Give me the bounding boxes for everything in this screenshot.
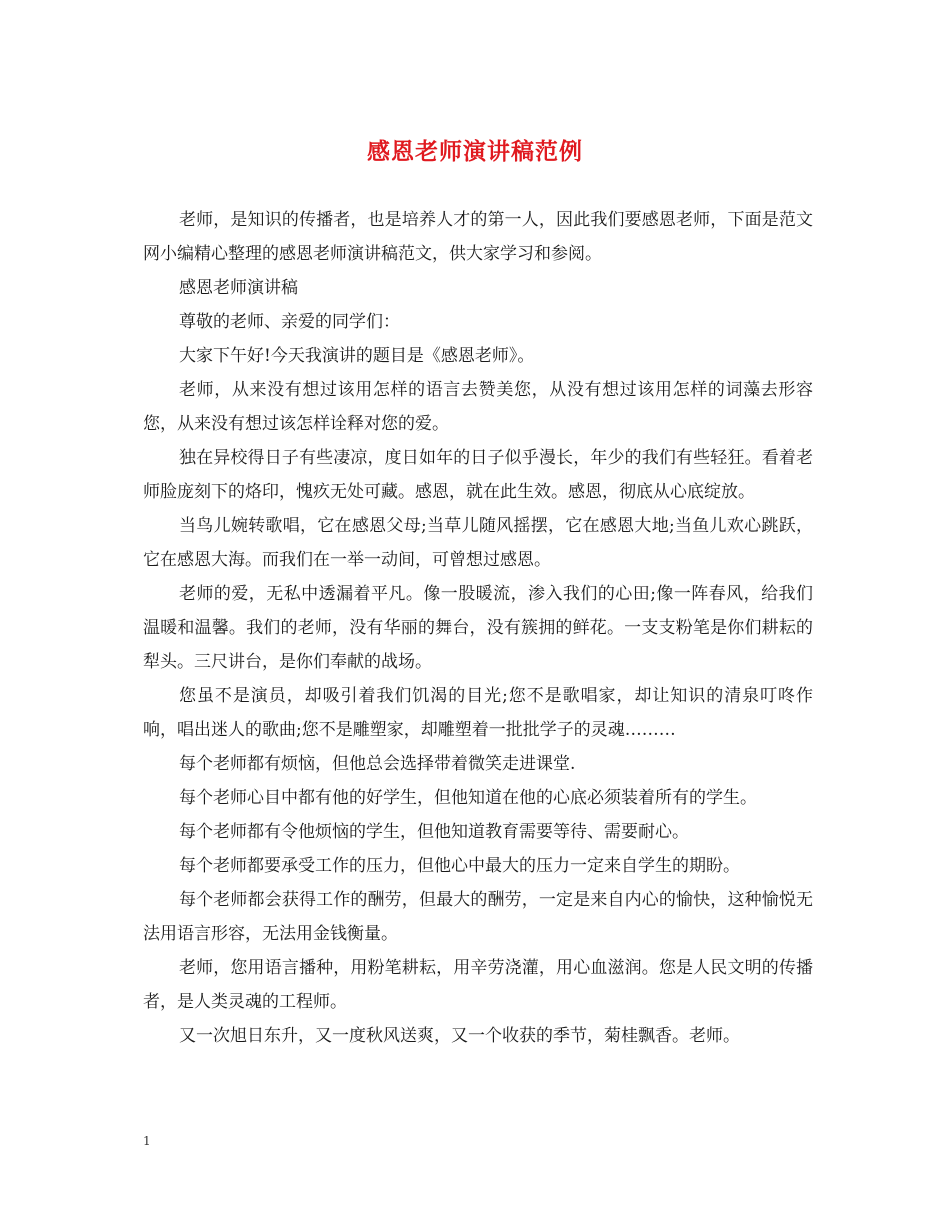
document-body [143,203,813,1053]
paragraph: 老师的爱，无私中透漏着平凡。像一股暖流，渗入我们的心田;像一阵春风，给我们温暖和温馨。我们的老师，没有华丽的舞台，没有簇拥的鲜花。一支支粉笔是你们耕耘的犁头。三尺讲台，是你们奉献的战场。 [143,584,813,672]
paragraph: 每个老师都会获得工作的酬劳，但最大的酬劳，一定是来自内心的愉快，这种愉悦无法用语言形容，无法用金钱衡量。 [143,890,813,944]
paragraph: 独在异校得日子有些凄凉，度日如年的日子似乎漫长，年少的我们有些轻狂。看着老师脸庞刻下的烙印，愧疚无处可藏。感恩，就在此生效。感恩，彻底从心底绽放。 [143,448,813,502]
paragraph: 当鸟儿婉转歌唱，它在感恩父母;当草儿随风摇摆，它在感恩大地;当鱼儿欢心跳跃，它在感恩大海。而我们在一举一动间，可曾想过感恩。 [143,516,813,570]
paragraph: 每个老师心目中都有他的好学生，但他知道在他的心底必须装着所有的学生。 [179,788,757,808]
paragraph: 又一次旭日东升，又一度秋风送爽，又一个收获的季节，菊桂飘香。老师。 [179,1026,740,1046]
paragraph-greeting: 大家下午好!今天我演讲的题目是《感恩老师》。 [179,346,535,366]
document-title: 感恩老师演讲稿范例 [367,138,583,165]
paragraph: 每个老师都要承受工作的压力，但他心中最大的压力一定来自学生的期盼。 [179,856,740,876]
page-number: 1 [143,1134,151,1148]
paragraph-intro: 老师，是知识的传播者，也是培养人才的第一人，因此我们要感恩老师，下面是范文网小编精心整理的感恩老师演讲稿范文，供大家学习和参阅。 [143,210,813,264]
paragraph: 每个老师都有烦恼，但他总会选择带着微笑走进课堂. [179,754,576,774]
paragraph: 您虽不是演员，却吸引着我们饥渴的目光;您不是歌唱家，却让知识的清泉叮咚作响，唱出迷人的歌曲;您不是雕塑家，却雕塑着一批批学子的灵魂……… [143,686,813,740]
paragraph: 老师，您用语言播种，用粉笔耕耘，用辛劳浇灌，用心血滋润。您是人民文明的传播者，是人类灵魂的工程师。 [143,958,813,1012]
paragraph: 每个老师都有令他烦恼的学生，但他知道教育需要等待、需要耐心。 [179,822,689,842]
paragraph-speech-heading: 感恩老师演讲稿 [179,278,298,298]
paragraph-salutation: 尊敬的老师、亲爱的同学们： [179,312,400,332]
paragraph: 老师，从来没有想过该用怎样的语言去赞美您，从没有想过该用怎样的词藻去形容您，从来没有想过该怎样诠释对您的爱。 [143,380,813,434]
